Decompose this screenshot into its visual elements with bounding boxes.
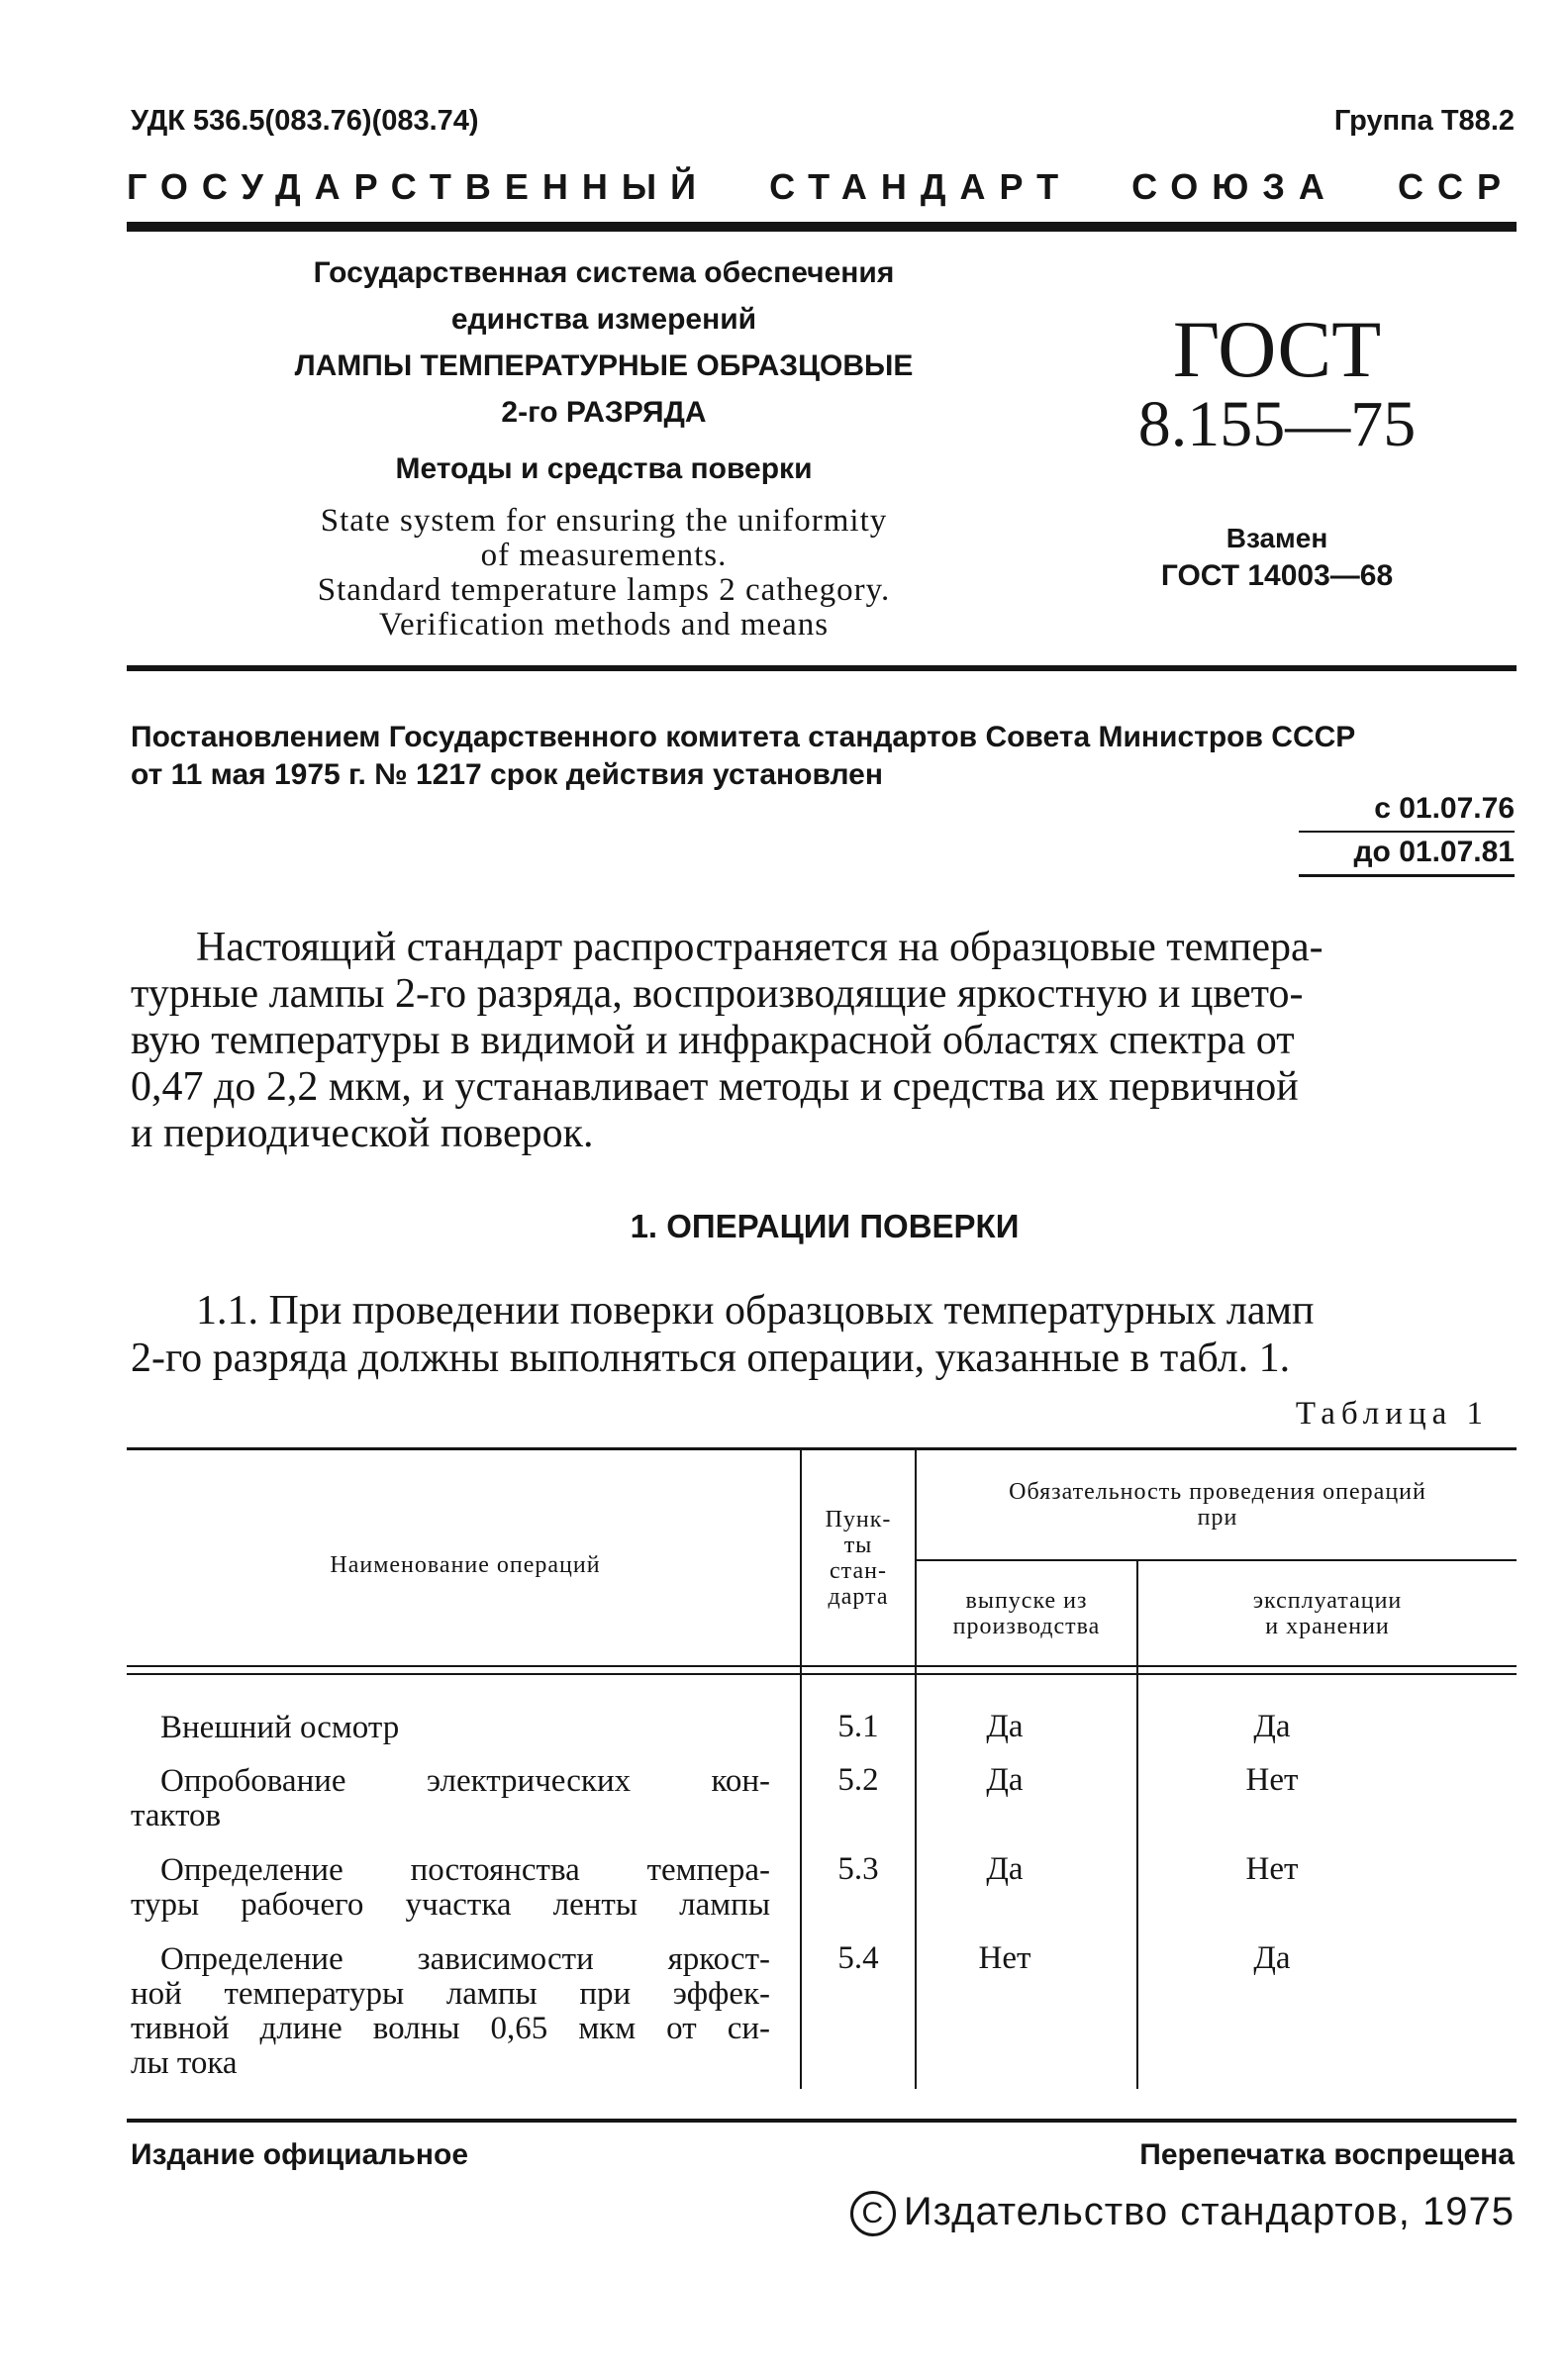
- intro-line: 0,47 до 2,2 мкм, и устанавливает методы и средства их первичной: [131, 1064, 1299, 1110]
- table-column-rule: [915, 1450, 917, 2089]
- header-clause: [804, 1507, 913, 1610]
- paragraph-1-1: [131, 1287, 1519, 1382]
- table-row-name: [131, 1942, 770, 2081]
- title-block: [173, 249, 1034, 643]
- title-line: единства измерений: [450, 303, 757, 336]
- standard-title-word: ССР: [1397, 166, 1515, 207]
- table-caption: Таблица 1: [1295, 1396, 1489, 1432]
- english-title-line: State system for ensuring the uniformity: [320, 503, 888, 539]
- title-line: Государственная система обеспечения: [313, 256, 895, 289]
- table-column-rule: [800, 1450, 802, 2089]
- header-release: [919, 1588, 1134, 1639]
- udk-code: УДК 536.5(083.76)(083.74): [131, 105, 479, 137]
- table-row-release: Да: [986, 1762, 1024, 1798]
- section-heading: 1. ОПЕРАЦИИ ПОВЕРКИ: [630, 1208, 1020, 1244]
- date-rule: [1299, 831, 1515, 833]
- table-row-release: Да: [986, 1709, 1024, 1744]
- intro-line: и периодической поверок.: [131, 1111, 594, 1156]
- table-top-rule: [127, 1447, 1517, 1450]
- standard-title-word: СТАНДАРТ: [769, 166, 1073, 207]
- row-name-line: тивной длине волны 0,65 мкм от си-: [131, 2011, 770, 2046]
- table-row-operation: Да: [1253, 1709, 1291, 1744]
- footer-rule: [127, 2119, 1517, 2123]
- paragraph-line: 1.1. При проведении поверки образцовых температурных ламп: [196, 1288, 1315, 1334]
- gost-label: ГОСТ: [1172, 304, 1382, 394]
- gost-number: 8.155—75: [1137, 388, 1417, 460]
- date-rule: [1299, 874, 1515, 877]
- copyright-icon: C: [850, 2191, 896, 2236]
- table-row-clause: 5.3: [837, 1851, 879, 1887]
- row-name-line: Определение постоянства темпера-: [160, 1852, 770, 1888]
- decree-line: Постановлением Государственного комитета стандартов Совета Министров СССР: [131, 721, 1356, 753]
- table-row-clause: 5.4: [837, 1940, 879, 1976]
- header-thick-rule: [127, 222, 1517, 232]
- title-line: 2-го РАЗРЯДА: [501, 396, 707, 429]
- header-mandatory-line: при: [1197, 1505, 1238, 1531]
- header-mandatory: [921, 1479, 1515, 1531]
- row-name-line: Опробование электрических кон-: [160, 1763, 770, 1799]
- table-row-operation: Нет: [1245, 1851, 1299, 1887]
- header-mandatory-line: Обязательность проведения операций: [1009, 1479, 1426, 1505]
- row-name-line: тактов: [131, 1798, 222, 1833]
- row-name-line: Определение зависимости яркост-: [160, 1941, 770, 1977]
- valid-from-date: с 01.07.76: [1374, 792, 1515, 825]
- table-row-name: [160, 1711, 770, 1745]
- table-header-subrule: [915, 1559, 1517, 1561]
- row-name-line: лы тока: [131, 2045, 238, 2081]
- title-bottom-rule: [127, 665, 1517, 671]
- standard-title-word: ГОСУДАРСТВЕННЫЙ: [127, 166, 711, 207]
- row-name-line: Внешний осмотр: [160, 1710, 400, 1745]
- table-row-name: [131, 1853, 770, 1923]
- table-row-operation: Да: [1253, 1940, 1291, 1976]
- english-title-line: Verification methods and means: [378, 607, 830, 643]
- english-title-line: of measurements.: [480, 538, 728, 573]
- title-line: ЛАМПЫ ТЕМПЕРАТУРНЫЕ ОБРАЗЦОВЫЕ: [294, 349, 914, 382]
- table-row-operation: Нет: [1245, 1762, 1299, 1798]
- valid-to-date: до 01.07.81: [1353, 836, 1515, 868]
- table-row-release: Да: [986, 1851, 1024, 1887]
- group-code: Группа Т88.2: [1333, 105, 1515, 137]
- copyright-text: Издательство стандартов, 1975: [903, 2190, 1515, 2233]
- header-release-line: выпуске из: [965, 1588, 1088, 1614]
- intro-paragraph: [131, 925, 1519, 1157]
- replaced-standard: ГОСТ 14003—68: [1160, 559, 1394, 592]
- decree: [131, 719, 1517, 794]
- header-clause-line: дарта: [828, 1584, 889, 1610]
- header-operation-line: и хранении: [1265, 1614, 1390, 1639]
- table-row-release: Нет: [978, 1940, 1031, 1976]
- header-clause-line: Пунк-: [825, 1507, 892, 1533]
- intro-line: Настоящий стандарт распространяется на образцовые темпера-: [196, 925, 1323, 970]
- official-edition: Издание официальное: [131, 2138, 469, 2171]
- replaces-label: Взамен: [1225, 523, 1328, 553]
- header-operation-line: эксплуатации: [1252, 1588, 1403, 1614]
- title-line: Методы и средства поверки: [395, 452, 813, 485]
- intro-line: турные лампы 2-го разряда, воспроизводящие яркостную и цвето-: [131, 971, 1304, 1017]
- header-release-line: производства: [952, 1614, 1101, 1639]
- decree-line: от 11 мая 1975 г. № 1217 срок действия установлен: [131, 758, 883, 791]
- standard-title: [127, 166, 1515, 208]
- header-clause-line: стан-: [830, 1558, 887, 1584]
- copyright: [850, 2190, 1515, 2236]
- header-operation-name: Наименование операций: [330, 1552, 601, 1578]
- english-title-line: Standard temperature lamps 2 cathegory.: [317, 572, 891, 608]
- table-header-double-rule: [127, 1665, 1517, 1667]
- paragraph-line: 2-го разряда должны выполняться операции, указанные в табл. 1.: [131, 1335, 1291, 1381]
- table-row-name: [131, 1764, 770, 1833]
- row-name-line: туры рабочего участка ленты лампы: [131, 1887, 770, 1923]
- header-operation: [1140, 1588, 1515, 1639]
- reprint-prohibited: Перепечатка воспрещена: [1139, 2138, 1515, 2171]
- standard-title-word: СОЮЗА: [1131, 166, 1338, 207]
- table-row-clause: 5.1: [837, 1709, 879, 1744]
- table-header-double-rule: [127, 1673, 1517, 1675]
- header-clause-line: ты: [843, 1533, 873, 1558]
- table-column-rule: [1136, 1561, 1138, 2089]
- table-row-clause: 5.2: [837, 1762, 879, 1798]
- row-name-line: ной температуры лампы при эффек-: [131, 1976, 770, 2012]
- intro-line: вую температуры в видимой и инфракрасной областях спектра от: [131, 1018, 1295, 1063]
